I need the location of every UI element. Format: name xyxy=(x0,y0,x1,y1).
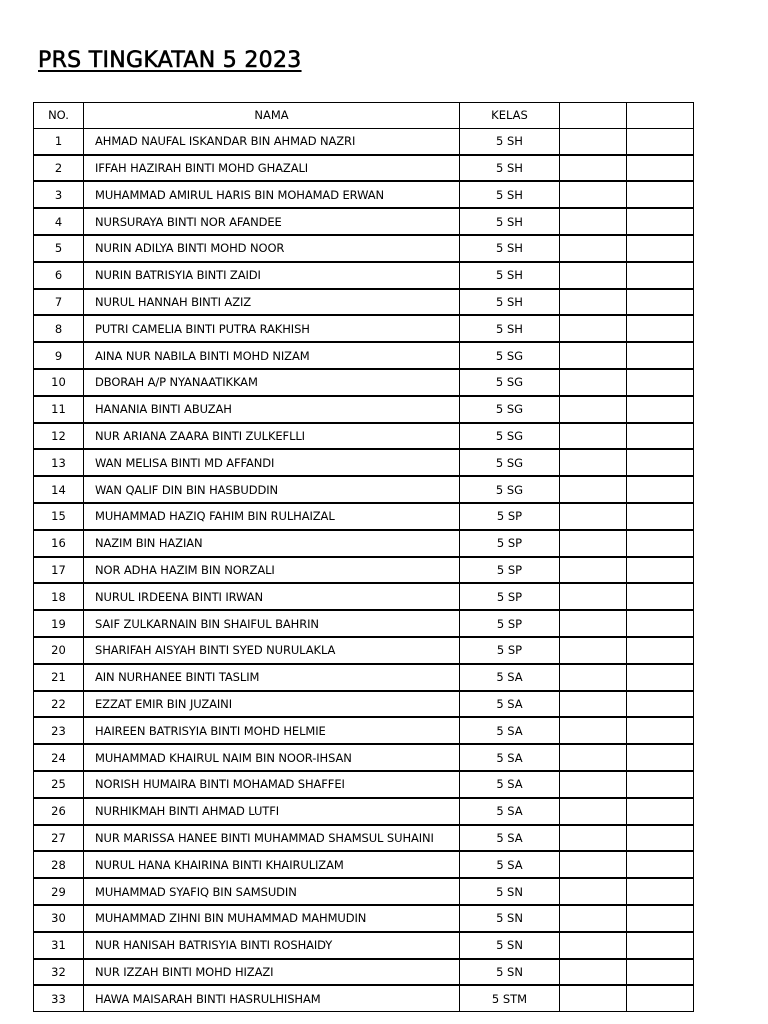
cell-kelas: 5 SN xyxy=(460,959,560,986)
table-row xyxy=(34,905,694,932)
cell-no: 27 xyxy=(34,825,84,852)
cell-kelas: 5 SG xyxy=(460,342,560,369)
table-row xyxy=(34,771,694,798)
cell-nama: AHMAD NAUFAL ISKANDAR BIN AHMAD NAZRI xyxy=(84,128,460,154)
table-row xyxy=(34,342,694,369)
table-row xyxy=(34,128,694,154)
cell-blank-2 xyxy=(627,155,694,182)
cell-blank-1 xyxy=(560,530,627,557)
cell-nama: MUHAMMAD HAZIQ FAHIM BIN RULHAIZAL xyxy=(84,503,460,530)
cell-nama: HAWA MAISARAH BINTI HASRULHISHAM xyxy=(84,985,460,1011)
cell-blank-1 xyxy=(560,155,627,182)
table-row xyxy=(34,449,694,476)
cell-blank-1 xyxy=(560,128,627,154)
cell-nama: SHARIFAH AISYAH BINTI SYED NURULAKLA xyxy=(84,637,460,664)
cell-nama: NAZIM BIN HAZIAN xyxy=(84,530,460,557)
cell-blank-1 xyxy=(560,959,627,986)
cell-kelas: 5 SP xyxy=(460,557,560,584)
table-row xyxy=(34,181,694,208)
table-row xyxy=(34,878,694,905)
cell-no: 4 xyxy=(34,208,84,235)
cell-no: 30 xyxy=(34,905,84,932)
cell-no: 17 xyxy=(34,557,84,584)
cell-blank-1 xyxy=(560,851,627,878)
cell-blank-1 xyxy=(560,825,627,852)
cell-nama: NOR ADHA HAZIM BIN NORZALI xyxy=(84,557,460,584)
cell-nama: NUR ARIANA ZAARA BINTI ZULKEFLLI xyxy=(84,423,460,450)
cell-nama: WAN QALIF DIN BIN HASBUDDIN xyxy=(84,476,460,503)
cell-kelas: 5 SG xyxy=(460,476,560,503)
cell-kelas: 5 SG xyxy=(460,369,560,396)
cell-kelas: 5 SH xyxy=(460,208,560,235)
cell-no: 32 xyxy=(34,959,84,986)
table-row xyxy=(34,289,694,316)
table-row xyxy=(34,744,694,771)
cell-no: 28 xyxy=(34,851,84,878)
cell-blank-1 xyxy=(560,664,627,691)
table-row xyxy=(34,583,694,610)
cell-no: 33 xyxy=(34,985,84,1011)
table-row xyxy=(34,637,694,664)
cell-no: 26 xyxy=(34,798,84,825)
cell-no: 16 xyxy=(34,530,84,557)
table-header-row xyxy=(34,103,694,129)
cell-kelas: 5 SH xyxy=(460,289,560,316)
table-row xyxy=(34,369,694,396)
cell-blank-2 xyxy=(627,476,694,503)
table-row xyxy=(34,262,694,289)
cell-blank-2 xyxy=(627,771,694,798)
cell-no: 18 xyxy=(34,583,84,610)
cell-nama: HAIREEN BATRISYIA BINTI MOHD HELMIE xyxy=(84,717,460,744)
cell-nama: NURUL HANNAH BINTI AZIZ xyxy=(84,289,460,316)
table-row xyxy=(34,691,694,718)
cell-blank-1 xyxy=(560,878,627,905)
header-blank-1 xyxy=(560,103,627,129)
cell-no: 13 xyxy=(34,449,84,476)
cell-kelas: 5 SA xyxy=(460,744,560,771)
cell-blank-1 xyxy=(560,503,627,530)
table-row xyxy=(34,798,694,825)
cell-no: 1 xyxy=(34,128,84,154)
header-blank-2 xyxy=(627,103,694,129)
cell-kelas: 5 SA xyxy=(460,664,560,691)
cell-blank-1 xyxy=(560,342,627,369)
cell-blank-1 xyxy=(560,289,627,316)
table-row xyxy=(34,985,694,1011)
cell-blank-2 xyxy=(627,128,694,154)
cell-kelas: 5 SH xyxy=(460,181,560,208)
cell-nama: SAIF ZULKARNAIN BIN SHAIFUL BAHRIN xyxy=(84,610,460,637)
cell-no: 31 xyxy=(34,932,84,959)
cell-blank-2 xyxy=(627,610,694,637)
document-title: PRS TINGKATAN 5 2023 xyxy=(38,48,302,73)
cell-no: 3 xyxy=(34,181,84,208)
cell-nama: WAN MELISA BINTI MD AFFANDI xyxy=(84,449,460,476)
cell-blank-2 xyxy=(627,744,694,771)
cell-no: 2 xyxy=(34,155,84,182)
cell-kelas: 5 SH xyxy=(460,315,560,342)
cell-blank-1 xyxy=(560,717,627,744)
cell-blank-1 xyxy=(560,985,627,1011)
cell-blank-2 xyxy=(627,985,694,1011)
cell-blank-2 xyxy=(627,262,694,289)
cell-blank-2 xyxy=(627,181,694,208)
cell-kelas: 5 SG xyxy=(460,423,560,450)
cell-nama: AINA NUR NABILA BINTI MOHD NIZAM xyxy=(84,342,460,369)
cell-nama: NUR IZZAH BINTI MOHD HIZAZI xyxy=(84,959,460,986)
cell-nama: AIN NURHANEE BINTI TASLIM xyxy=(84,664,460,691)
table-row xyxy=(34,851,694,878)
cell-blank-2 xyxy=(627,235,694,262)
cell-no: 25 xyxy=(34,771,84,798)
cell-no: 19 xyxy=(34,610,84,637)
cell-blank-1 xyxy=(560,315,627,342)
cell-nama: MUHAMMAD ZIHNI BIN MUHAMMAD MAHMUDIN xyxy=(84,905,460,932)
cell-nama: NORISH HUMAIRA BINTI MOHAMAD SHAFFEI xyxy=(84,771,460,798)
cell-no: 21 xyxy=(34,664,84,691)
cell-nama: MUHAMMAD AMIRUL HARIS BIN MOHAMAD ERWAN xyxy=(84,181,460,208)
cell-blank-1 xyxy=(560,235,627,262)
cell-blank-2 xyxy=(627,717,694,744)
table-row xyxy=(34,557,694,584)
table-row xyxy=(34,825,694,852)
cell-blank-2 xyxy=(627,825,694,852)
cell-no: 9 xyxy=(34,342,84,369)
table-row xyxy=(34,959,694,986)
table-row xyxy=(34,932,694,959)
table-row xyxy=(34,717,694,744)
cell-no: 8 xyxy=(34,315,84,342)
cell-blank-1 xyxy=(560,744,627,771)
cell-kelas: 5 SA xyxy=(460,825,560,852)
cell-blank-1 xyxy=(560,181,627,208)
cell-kelas: 5 SH xyxy=(460,155,560,182)
cell-kelas: 5 SA xyxy=(460,798,560,825)
cell-kelas: 5 SN xyxy=(460,905,560,932)
cell-blank-2 xyxy=(627,905,694,932)
table-row xyxy=(34,503,694,530)
cell-kelas: 5 SP xyxy=(460,610,560,637)
cell-nama: NUR MARISSA HANEE BINTI MUHAMMAD SHAMSUL SUHAINI xyxy=(84,825,460,852)
cell-blank-2 xyxy=(627,851,694,878)
cell-blank-2 xyxy=(627,530,694,557)
cell-kelas: 5 SA xyxy=(460,717,560,744)
cell-kelas: 5 SG xyxy=(460,396,560,423)
table-row xyxy=(34,476,694,503)
cell-kelas: 5 SH xyxy=(460,128,560,154)
cell-blank-2 xyxy=(627,798,694,825)
cell-nama: NUR HANISAH BATRISYIA BINTI ROSHAIDY xyxy=(84,932,460,959)
header-nama: NAMA xyxy=(84,103,460,129)
student-table xyxy=(33,102,694,1012)
cell-blank-1 xyxy=(560,691,627,718)
cell-blank-2 xyxy=(627,396,694,423)
cell-blank-1 xyxy=(560,637,627,664)
cell-blank-2 xyxy=(627,315,694,342)
table-body xyxy=(34,128,694,1011)
table-row xyxy=(34,610,694,637)
cell-no: 14 xyxy=(34,476,84,503)
cell-no: 7 xyxy=(34,289,84,316)
cell-nama: NURSURAYA BINTI NOR AFANDEE xyxy=(84,208,460,235)
cell-nama: NURHIKMAH BINTI AHMAD LUTFI xyxy=(84,798,460,825)
cell-kelas: 5 SP xyxy=(460,503,560,530)
cell-kelas: 5 SP xyxy=(460,637,560,664)
cell-no: 12 xyxy=(34,423,84,450)
cell-kelas: 5 SP xyxy=(460,583,560,610)
cell-kelas: 5 SA xyxy=(460,851,560,878)
cell-nama: MUHAMMAD SYAFIQ BIN SAMSUDIN xyxy=(84,878,460,905)
cell-blank-1 xyxy=(560,583,627,610)
cell-no: 20 xyxy=(34,637,84,664)
table-row xyxy=(34,664,694,691)
table-row xyxy=(34,396,694,423)
header-no: NO. xyxy=(34,103,84,129)
cell-no: 11 xyxy=(34,396,84,423)
cell-blank-1 xyxy=(560,423,627,450)
cell-blank-2 xyxy=(627,637,694,664)
header-kelas: KELAS xyxy=(460,103,560,129)
table-row xyxy=(34,530,694,557)
cell-blank-1 xyxy=(560,798,627,825)
cell-kelas: 5 SN xyxy=(460,878,560,905)
cell-blank-2 xyxy=(627,208,694,235)
cell-blank-2 xyxy=(627,503,694,530)
cell-nama: NURUL HANA KHAIRINA BINTI KHAIRULIZAM xyxy=(84,851,460,878)
cell-blank-2 xyxy=(627,691,694,718)
cell-no: 23 xyxy=(34,717,84,744)
table-row xyxy=(34,155,694,182)
table-row xyxy=(34,235,694,262)
cell-blank-2 xyxy=(627,932,694,959)
cell-blank-1 xyxy=(560,932,627,959)
cell-blank-2 xyxy=(627,583,694,610)
cell-no: 5 xyxy=(34,235,84,262)
cell-kelas: 5 SP xyxy=(460,530,560,557)
cell-blank-1 xyxy=(560,369,627,396)
cell-blank-1 xyxy=(560,905,627,932)
cell-nama: DBORAH A/P NYANAATIKKAM xyxy=(84,369,460,396)
cell-no: 22 xyxy=(34,691,84,718)
cell-blank-2 xyxy=(627,289,694,316)
cell-kelas: 5 SH xyxy=(460,235,560,262)
cell-no: 10 xyxy=(34,369,84,396)
cell-blank-1 xyxy=(560,771,627,798)
cell-blank-2 xyxy=(627,369,694,396)
table-row xyxy=(34,423,694,450)
cell-blank-2 xyxy=(627,878,694,905)
cell-blank-1 xyxy=(560,610,627,637)
table-row xyxy=(34,208,694,235)
cell-blank-1 xyxy=(560,208,627,235)
cell-blank-1 xyxy=(560,476,627,503)
cell-kelas: 5 SH xyxy=(460,262,560,289)
cell-blank-1 xyxy=(560,262,627,289)
cell-blank-2 xyxy=(627,959,694,986)
cell-kelas: 5 SA xyxy=(460,691,560,718)
cell-nama: EZZAT EMIR BIN JUZAINI xyxy=(84,691,460,718)
cell-nama: NURIN BATRISYIA BINTI ZAIDI xyxy=(84,262,460,289)
cell-nama: PUTRI CAMELIA BINTI PUTRA RAKHISH xyxy=(84,315,460,342)
cell-nama: IFFAH HAZIRAH BINTI MOHD GHAZALI xyxy=(84,155,460,182)
cell-blank-2 xyxy=(627,423,694,450)
cell-blank-1 xyxy=(560,557,627,584)
cell-nama: MUHAMMAD KHAIRUL NAIM BIN NOOR-IHSAN xyxy=(84,744,460,771)
cell-no: 24 xyxy=(34,744,84,771)
cell-blank-2 xyxy=(627,664,694,691)
cell-blank-2 xyxy=(627,557,694,584)
cell-blank-1 xyxy=(560,396,627,423)
cell-kelas: 5 SN xyxy=(460,932,560,959)
cell-blank-1 xyxy=(560,449,627,476)
cell-blank-2 xyxy=(627,342,694,369)
cell-kelas: 5 STM xyxy=(460,985,560,1011)
cell-no: 6 xyxy=(34,262,84,289)
table-row xyxy=(34,315,694,342)
cell-kelas: 5 SA xyxy=(460,771,560,798)
cell-nama: NURUL IRDEENA BINTI IRWAN xyxy=(84,583,460,610)
cell-no: 15 xyxy=(34,503,84,530)
cell-kelas: 5 SG xyxy=(460,449,560,476)
cell-nama: NURIN ADILYA BINTI MOHD NOOR xyxy=(84,235,460,262)
cell-blank-2 xyxy=(627,449,694,476)
cell-no: 29 xyxy=(34,878,84,905)
cell-nama: HANANIA BINTI ABUZAH xyxy=(84,396,460,423)
